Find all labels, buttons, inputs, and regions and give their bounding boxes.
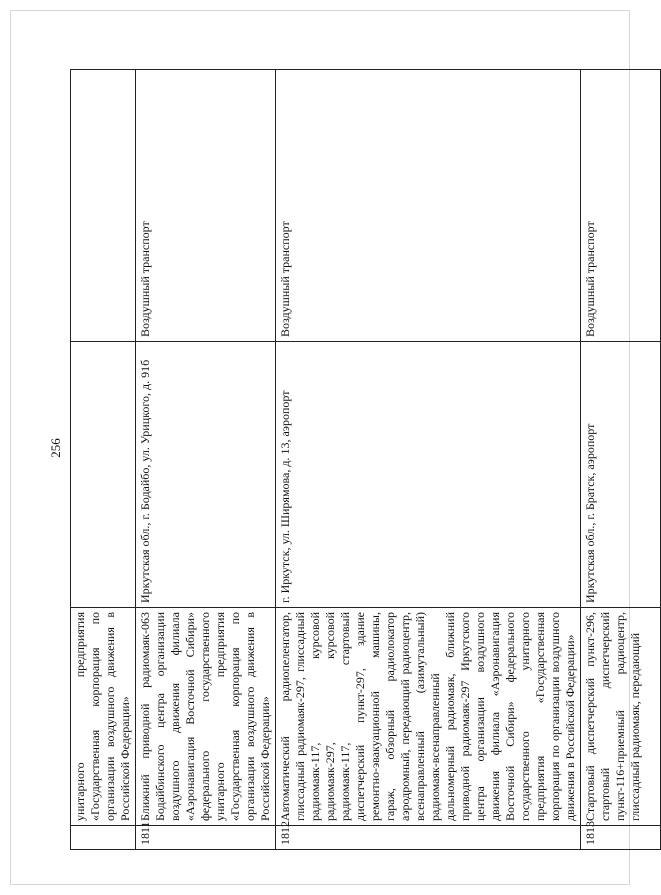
table-row (276, 70, 581, 850)
table-row (71, 70, 136, 850)
object-purpose: Воздушный транспорт (581, 70, 661, 342)
page-number: 256 (48, 438, 63, 458)
object-name: Автоматический радиопеленгатор, глиссадный радиомаяк-297, глиссадный радиомаяк-117, курсовой радиомаяк-297, курсовой радиомаяк-117, стартовый диспетчерский пункт-297, здание ремонтно-эвакуационной машины, гараж, обзорный радиолокатор аэродромный, передающий радиоцентр, всенаправленный (азимутальный) радиомаяк-всенаправленный дальномерный радиомаяк, ближний приводной радиомаяк-297 Иркутского центра организации воздушного движения филиала «Аэронавигация Восточной Сибири» федерального государственного унитарного предприятия «Государственная корпорация по организации воздушного движения в Российской Федерации» (276, 608, 581, 826)
object-address (71, 342, 136, 608)
row-number (71, 826, 136, 850)
rotated-page-content (70, 70, 642, 850)
register-table (70, 69, 661, 850)
row-number: 1812 (276, 826, 581, 850)
object-purpose: Воздушный транспорт (136, 70, 276, 342)
table-row (581, 70, 661, 850)
object-purpose: Воздушный транспорт (276, 70, 581, 342)
table-row (136, 70, 276, 850)
row-number: 1813 (581, 826, 661, 850)
object-name: унитарного предприятия «Государственная корпорация по организации воздушного движения в Российской Федерации» (71, 608, 136, 826)
row-number: 1811 (136, 826, 276, 850)
object-address: Иркутская обл., г. Бодайбо, ул. Урицкого, д. 91б (136, 342, 276, 608)
object-purpose (71, 70, 136, 342)
object-name: Ближний приводной радиомаяк-063 Бодайбинского центра организации воздушного движения филиала «Аэронавигация Восточной Сибири» федерального государственного унитарного предприятия «Государственная корпорация по организации воздушного движения в Российской Федерации» (136, 608, 276, 826)
object-name: Стартовый диспетчерский пункт-296, стартовый диспетчерский пункт-116+приемный радиоцентр, глиссадный радиомаяк, передающий (581, 608, 661, 826)
object-address: Иркутская обл., г. Братск, аэропорт (581, 342, 661, 608)
object-address: г. Иркутск, ул. Ширямова, д. 13, аэропорт (276, 342, 581, 608)
